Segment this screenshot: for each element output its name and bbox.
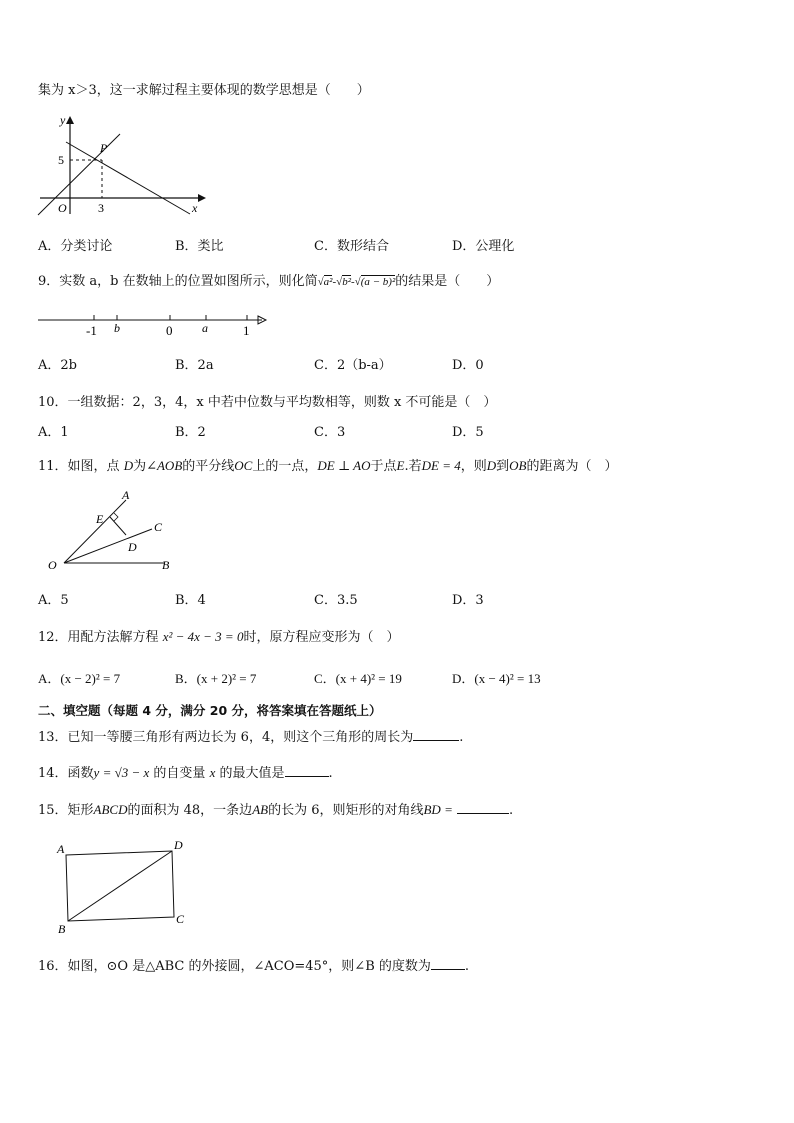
q8-option-a: A．分类讨论 [38,239,113,254]
q10-option-b: B．2 [175,425,206,440]
q13-stem: 13．已知一等腰三角形有两边长为 6，4，则这个三角形的周长为 . [38,730,464,745]
axis-zero-label: 0 [166,323,173,338]
q10-option-c: C．3 [314,425,346,440]
q11-label-a: A [122,488,130,502]
q8-stem: 集为 x＞3，这一求解过程主要体现的数学思想是（ ） [38,83,370,98]
q8-p-label: P [100,141,108,155]
q15-answer-blank[interactable] [457,801,509,814]
q11-label-e: E [96,512,104,526]
q11-option-c: C．3.5 [314,593,358,608]
q15-label-a: A [57,842,65,856]
q12-option-a: A．(x − 2)² = 7 [38,671,121,686]
axis-neg1-label: -1 [86,323,97,338]
axis-one-label: 1 [243,323,250,338]
q11-label-o: O [48,558,57,572]
q15-label-b: B [58,922,66,936]
q15-label-d: D [174,838,183,852]
q10-option-a: A．1 [38,425,69,440]
q9-stem-b: 的结果是（ ） [395,274,500,289]
q9-option-c: C．2（b-a） [314,358,392,373]
q8-y-label: y [60,113,66,127]
q11-option-b: B．4 [175,593,206,608]
q8-five-label: 5 [58,153,64,167]
q12-option-b: B．(x + 2)² = 7 [175,671,257,686]
q12-stem: 12．用配方法解方程 x² − 4x − 3 = 0时，原方程应变形为（ ） [38,629,400,645]
q8-option-c: C．数形结合 [314,239,389,254]
q11-label-c: C [154,520,163,534]
section2-title: 二、填空题（每题 4 分，满分 20 分，将答案填在答题纸上） [38,703,382,718]
q10-option-d: D．5 [452,425,484,440]
axis-b-label: b [114,321,120,335]
q9-option-a: A．2b [38,358,77,373]
q8-x-label: x [192,201,198,215]
q14-stem: 14．函数y = √3 − x 的自变量 x 的最大值是 . [38,765,333,781]
q8-graph [36,110,206,220]
q11-option-a: A．5 [38,593,69,608]
q11-figure [44,485,184,575]
q14-answer-blank[interactable] [285,764,329,777]
q10-stem: 10．一组数据：2，3，4，x 中若中位数与平均数相等，则数 x 不可能是（ ） [38,395,497,410]
q16-stem: 16．如图，⊙O 是△ABC 的外接圆，∠ACO=45°，则∠B 的度数为 . [38,959,470,974]
q8-three-label: 3 [98,201,104,215]
q9-radical-expression: √a²-√b²-√(a − b)² [317,276,396,288]
q13-answer-blank[interactable] [413,728,459,741]
q9-option-d: D．0 [452,358,484,373]
axis-a-label: a [202,321,208,335]
q11-option-d: D．3 [452,593,484,608]
q9-stem [38,273,499,291]
q11-stem: 11．如图，点 D为∠AOB的平分线OC上的一点，DE ⊥ AO于点E.若DE = 4，则D到OB的距离为（ ） [38,458,618,474]
q11-label-d: D [128,540,137,554]
q9-number-line [36,310,268,340]
q8-option-d: D．公理化 [452,239,515,254]
q8-option-b: B．类比 [175,239,224,254]
q15-stem: 15．矩形ABCD的面积为 48，一条边AB的长为 6，则矩形的对角线BD = . [38,802,514,818]
q16-answer-blank[interactable] [431,957,465,970]
q15-rectangle-figure [52,835,197,937]
q8-origin-label: O [58,201,67,215]
q11-label-b: B [162,558,170,572]
q12-option-d: D．(x − 4)² = 13 [452,671,541,686]
q15-label-c: C [176,912,185,926]
q9-option-b: B．2a [175,358,214,373]
q12-option-c: C．(x + 4)² = 19 [314,671,402,686]
q9-stem-a: 9．实数 a，b 在数轴上的位置如图所示，则化简 [38,274,318,289]
